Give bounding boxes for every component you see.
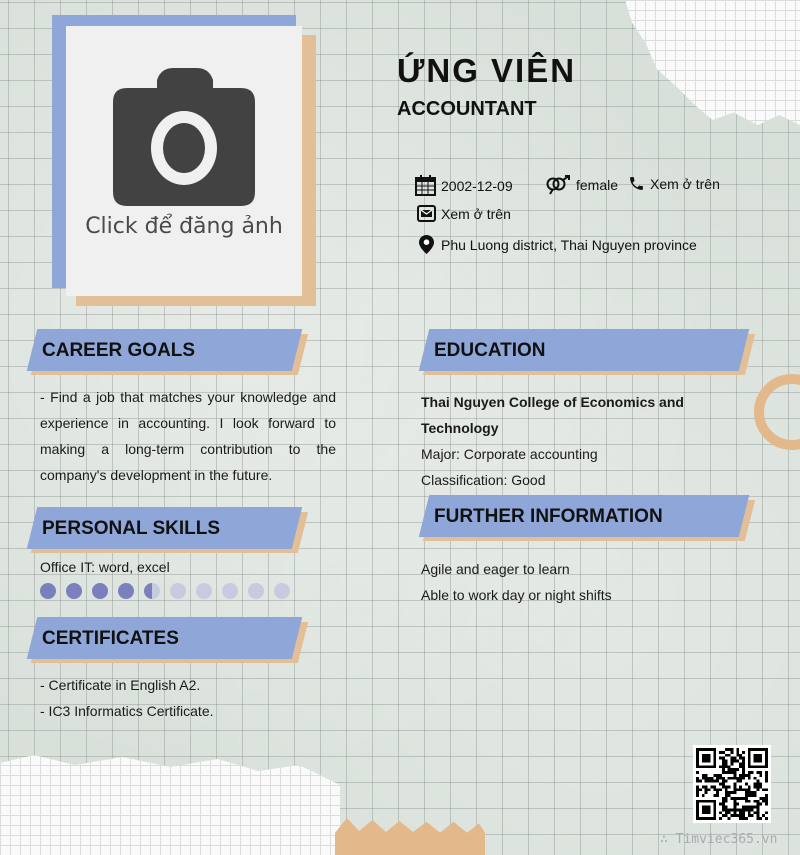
career-goals-text[interactable]: - Find a job that matches your knowledge and experience in accounting. I look forward to making a long-term contribution to the company's development in the future. <box>40 389 336 483</box>
footer-brand: ∴ Timviec365.vn <box>660 832 778 847</box>
personal-skills-title[interactable]: PERSONAL SKILLS <box>42 518 221 539</box>
skill-name[interactable]: Office IT: word, excel <box>40 559 170 575</box>
gender-row <box>545 175 618 195</box>
career-goals-title[interactable]: CAREER GOALS <box>42 340 196 361</box>
email-row <box>417 205 511 222</box>
further-information-header <box>424 495 744 537</box>
birthdate-row <box>415 175 513 196</box>
rating-dot <box>274 583 290 599</box>
birthdate-value[interactable]: 2002-12-09 <box>441 177 513 194</box>
rating-dot <box>118 583 134 599</box>
candidate-name[interactable]: ỨNG VIÊN <box>397 52 577 89</box>
education-major[interactable]: Major: Corporate accounting <box>421 446 598 462</box>
qr-code <box>693 745 771 823</box>
personal-skills-header <box>32 507 297 549</box>
gender-value[interactable]: female <box>576 177 619 193</box>
education-classification[interactable]: Classification: Good <box>421 472 546 488</box>
further-information-title[interactable]: FURTHER INFORMATION <box>434 506 663 527</box>
camera-icon <box>113 66 255 206</box>
decorative-wave <box>335 818 485 855</box>
education-header <box>424 329 744 371</box>
rating-dot <box>170 583 186 599</box>
phone-icon <box>628 175 645 192</box>
address-value[interactable]: Phu Luong district, Thai Nguyen province <box>441 236 697 253</box>
rating-dot <box>92 583 108 599</box>
certificate-item[interactable]: - Certificate in English A2. <box>40 677 201 693</box>
phone-row <box>628 175 720 192</box>
rating-dot <box>40 583 56 599</box>
rating-dot <box>66 583 82 599</box>
location-pin-icon <box>419 235 434 254</box>
email-icon <box>417 205 436 222</box>
rating-dot <box>196 583 212 599</box>
email-value[interactable]: Xem ở trên <box>441 205 511 222</box>
further-info-item[interactable]: Agile and eager to learn <box>421 561 570 577</box>
education-body <box>421 389 756 493</box>
education-title[interactable]: EDUCATION <box>434 340 546 361</box>
certificates-title[interactable]: CERTIFICATES <box>42 628 179 649</box>
career-goals-header <box>32 329 297 371</box>
address-row <box>419 235 697 254</box>
certificate-item[interactable]: - IC3 Informatics Certificate. <box>40 703 214 719</box>
certificates-list <box>40 672 214 724</box>
decorative-ring <box>754 374 800 450</box>
torn-paper-top-right <box>625 0 800 125</box>
further-info-item[interactable]: Able to work day or night shifts <box>421 587 612 603</box>
calendar-icon <box>415 175 436 196</box>
rating-dot <box>144 583 160 599</box>
further-information-list <box>421 556 612 608</box>
photo-upload-area[interactable] <box>66 26 302 296</box>
skill-rating <box>40 583 300 599</box>
torn-paper-bottom-left <box>0 755 340 855</box>
upload-photo-label: Click để đăng ảnh <box>85 214 283 239</box>
gender-icon <box>545 175 571 195</box>
rating-dot <box>222 583 238 599</box>
school-name[interactable]: Thai Nguyen College of Economics and Technology <box>421 394 684 436</box>
qr-code-icon <box>696 748 768 820</box>
certificates-header <box>32 617 297 659</box>
job-title[interactable]: ACCOUNTANT <box>397 98 537 120</box>
rating-dot <box>248 583 264 599</box>
phone-value[interactable]: Xem ở trên <box>650 175 720 192</box>
